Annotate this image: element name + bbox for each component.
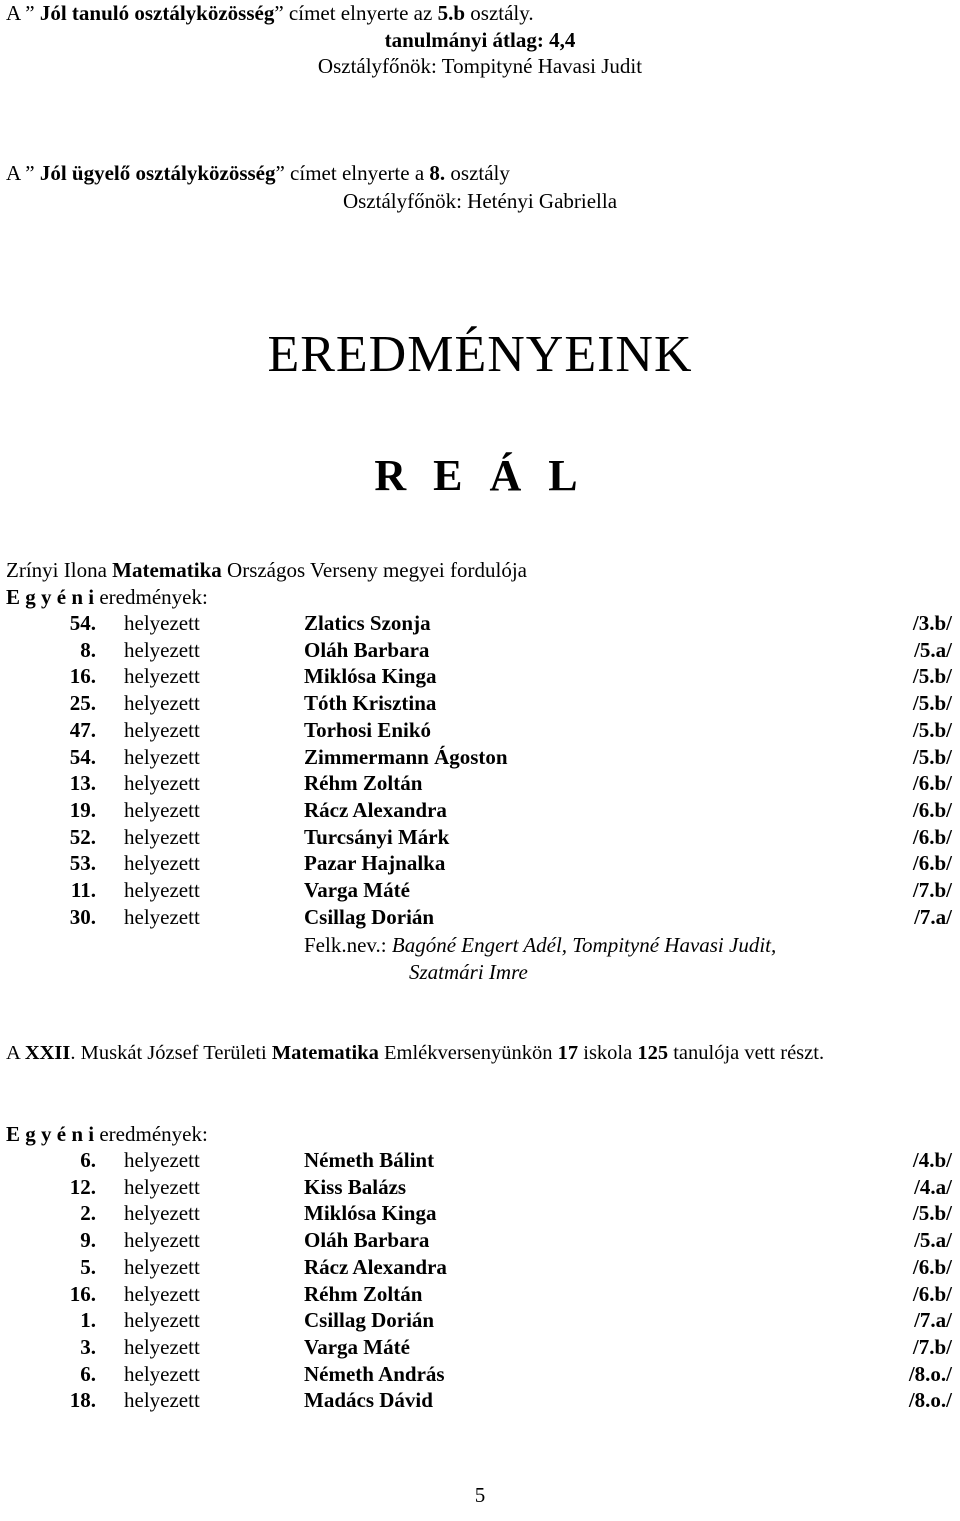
result-rank: 52. [69, 824, 96, 849]
result-class: /7.b/ [912, 1334, 952, 1359]
result-class: /6.b/ [912, 797, 952, 822]
result-rank: 16. [69, 1281, 96, 1306]
result-place-word: helyezett [124, 1254, 200, 1279]
result-place-word: helyezett [124, 717, 200, 742]
result-row [0, 1307, 960, 1333]
result-place-word: helyezett [124, 1148, 200, 1172]
contest1-subject: Matematika [112, 558, 222, 582]
result-row [0, 824, 960, 850]
result-place-word: helyezett [124, 1174, 200, 1199]
result-place-word: helyezett [124, 611, 200, 635]
result-name: Németh Bálint [304, 1148, 435, 1172]
result-class: /8.o./ [908, 1361, 952, 1386]
result-row [0, 717, 960, 743]
award1-mid: ” címet elnyerte az [274, 1, 438, 25]
result-class: /6.b/ [912, 851, 952, 876]
result-name: Csillag Dorián [304, 904, 435, 929]
result-name: Zlatics Szonja [304, 611, 431, 635]
result-rank: 54. [69, 611, 96, 635]
result-rank: 12. [69, 1174, 96, 1199]
result-place-word: helyezett [124, 1308, 200, 1333]
result-class: /4.a/ [914, 1174, 952, 1199]
award2-prefix: A ” [6, 161, 40, 185]
contest1-individual-label [6, 584, 208, 610]
result-place-word: helyezett [124, 1334, 200, 1359]
result-class: /4.b/ [912, 1148, 952, 1172]
result-class: /7.a/ [914, 1308, 952, 1333]
result-row [0, 1147, 960, 1173]
result-class: /3.b/ [912, 611, 952, 635]
result-class: /5.a/ [914, 637, 952, 662]
result-place-word: helyezett [124, 1201, 200, 1226]
c2-xxii: XXII [24, 1042, 71, 1064]
c2-d: iskola [578, 1042, 638, 1064]
result-name: Pazar Hajnalka [304, 851, 446, 876]
result-place-word: helyezett [124, 771, 200, 796]
result-class: /5.b/ [912, 1201, 952, 1226]
result-place-word: helyezett [124, 1281, 200, 1306]
contest1-title [6, 557, 527, 583]
result-row [0, 1281, 960, 1307]
result-place-word: helyezett [124, 797, 200, 822]
result-class: /5.b/ [912, 691, 952, 716]
result-rank: 5. [80, 1254, 96, 1279]
result-rank: 1. [80, 1308, 96, 1333]
result-class: /8.o./ [908, 1388, 952, 1413]
award1-class: 5.b [437, 1, 466, 25]
result-name: Tóth Krisztina [304, 691, 437, 716]
result-name: Miklósa Kinga [304, 664, 437, 689]
result-class: /5.a/ [914, 1228, 952, 1253]
award2-line [6, 160, 510, 186]
result-name: Rácz Alexandra [304, 797, 447, 822]
result-name: Csillag Dorián [304, 1308, 435, 1333]
result-rank: 2. [80, 1201, 96, 1226]
result-row [0, 797, 960, 823]
result-name: Torhosi Enikó [304, 717, 432, 742]
result-name: Miklósa Kinga [304, 1201, 437, 1226]
preparers-label: Felk.nev.: [304, 933, 392, 957]
award1-average: tanulmányi átlag: 4,4 [384, 28, 576, 52]
result-class: /5.b/ [912, 744, 952, 769]
result-row [0, 1361, 960, 1387]
preparers-names-1: Bagóné Engert Adél, Tompityné Havasi Judit, [391, 933, 777, 957]
result-rank: 25. [69, 691, 96, 716]
result-name: Kiss Balázs [304, 1174, 407, 1199]
result-class: /7.b/ [912, 878, 952, 902]
result-rank: 19. [69, 797, 96, 822]
award1-prefix: A ” [6, 1, 40, 25]
award2-teacher: Osztályfőnök: Hetényi Gabriella [342, 189, 618, 213]
result-rank: 30. [69, 904, 96, 929]
award1-title: Jól tanuló osztályközösség [39, 1, 275, 25]
result-row [0, 770, 960, 796]
result-class: /5.b/ [912, 664, 952, 689]
result-place-word: helyezett [124, 1228, 200, 1253]
preparers-names-2: Szatmári Imre [409, 960, 528, 984]
result-place-word: helyezett [124, 824, 200, 849]
result-rank: 6. [80, 1361, 96, 1386]
result-rank: 6. [80, 1148, 96, 1172]
result-rank: 18. [69, 1388, 96, 1413]
result-place-word: helyezett [124, 878, 200, 902]
result-rank: 54. [69, 744, 96, 769]
result-row [0, 610, 960, 636]
individual-spaced-2: E g y é n i [6, 1122, 95, 1146]
award2-mid: ” címet elnyerte a [275, 161, 430, 185]
individual-spaced: E g y é n i [6, 585, 95, 609]
result-row [0, 744, 960, 770]
result-place-word: helyezett [124, 1361, 200, 1386]
result-row [0, 877, 960, 903]
result-row [0, 1227, 960, 1253]
result-class: /6.b/ [912, 1281, 952, 1306]
result-rank: 9. [80, 1228, 96, 1253]
result-name: Varga Máté [304, 1334, 410, 1359]
result-row [0, 1200, 960, 1226]
result-place-word: helyezett [124, 1388, 200, 1413]
result-row [0, 1387, 960, 1413]
result-place-word: helyezett [124, 904, 200, 929]
result-class: /5.b/ [912, 717, 952, 742]
c2-student-count: 125 [637, 1042, 669, 1064]
result-place-word: helyezett [124, 691, 200, 716]
award1-teacher: Osztályfőnök: Tompityné Havasi Judit [317, 54, 643, 78]
result-rank: 47. [69, 717, 96, 742]
result-row [0, 663, 960, 689]
c2-e: tanulója vett részt. [668, 1042, 825, 1064]
result-name: Madács Dávid [304, 1388, 433, 1413]
individual-rest-2: eredmények: [94, 1122, 208, 1146]
result-row [0, 690, 960, 716]
contest1-preparers [304, 932, 776, 958]
result-class: /6.b/ [912, 824, 952, 849]
result-name: Réhm Zoltán [304, 1281, 423, 1306]
result-rank: 8. [80, 637, 96, 662]
result-name: Zimmermann Ágoston [304, 744, 508, 769]
result-place-word: helyezett [124, 637, 200, 662]
award2-suffix: osztály [445, 161, 510, 185]
award1-line [6, 0, 534, 26]
contest2-individual-label [6, 1121, 208, 1147]
result-place-word: helyezett [124, 664, 200, 689]
result-rank: 11. [70, 878, 96, 902]
result-row [0, 1334, 960, 1360]
result-name: Németh András [304, 1361, 445, 1386]
result-row [0, 1254, 960, 1280]
result-place-word: helyezett [124, 744, 200, 769]
contest1-post: Országos Verseny megyei fordulója [221, 558, 527, 582]
contest1-pre: Zrínyi Ilona [6, 558, 113, 582]
result-name: Oláh Barbara [304, 637, 430, 662]
result-name: Réhm Zoltán [304, 771, 423, 796]
result-place-word: helyezett [124, 851, 200, 876]
award2-title: Jól ügyelő osztályközösség [39, 161, 276, 185]
results-heading: EREDMÉNYEINK [267, 326, 693, 383]
result-row [0, 637, 960, 663]
result-rank: 13. [69, 771, 96, 796]
award2-class: 8. [429, 161, 446, 185]
contest2-title [6, 1040, 824, 1066]
c2-subject: Matematika [271, 1042, 379, 1064]
result-class: /7.a/ [914, 904, 952, 929]
result-row [0, 850, 960, 876]
result-rank: 53. [69, 851, 96, 876]
result-name: Rácz Alexandra [304, 1254, 447, 1279]
c2-a: A [6, 1042, 25, 1064]
c2-school-count: 17 [557, 1042, 579, 1064]
result-row [0, 1174, 960, 1200]
result-name: Oláh Barbara [304, 1228, 430, 1253]
award1-suffix: osztály. [465, 1, 534, 25]
c2-c: Emlékversenyünkön [378, 1042, 558, 1064]
result-name: Turcsányi Márk [304, 824, 450, 849]
result-row [0, 904, 960, 930]
real-subheading: R E Á L [374, 451, 586, 500]
result-class: /6.b/ [912, 771, 952, 796]
page-number: 5 [474, 1483, 486, 1507]
result-rank: 3. [80, 1334, 96, 1359]
c2-b: . Muskát József Területi [70, 1042, 272, 1064]
result-rank: 16. [69, 664, 96, 689]
result-class: /6.b/ [912, 1254, 952, 1279]
individual-rest: eredmények: [94, 585, 208, 609]
result-name: Varga Máté [304, 878, 410, 902]
